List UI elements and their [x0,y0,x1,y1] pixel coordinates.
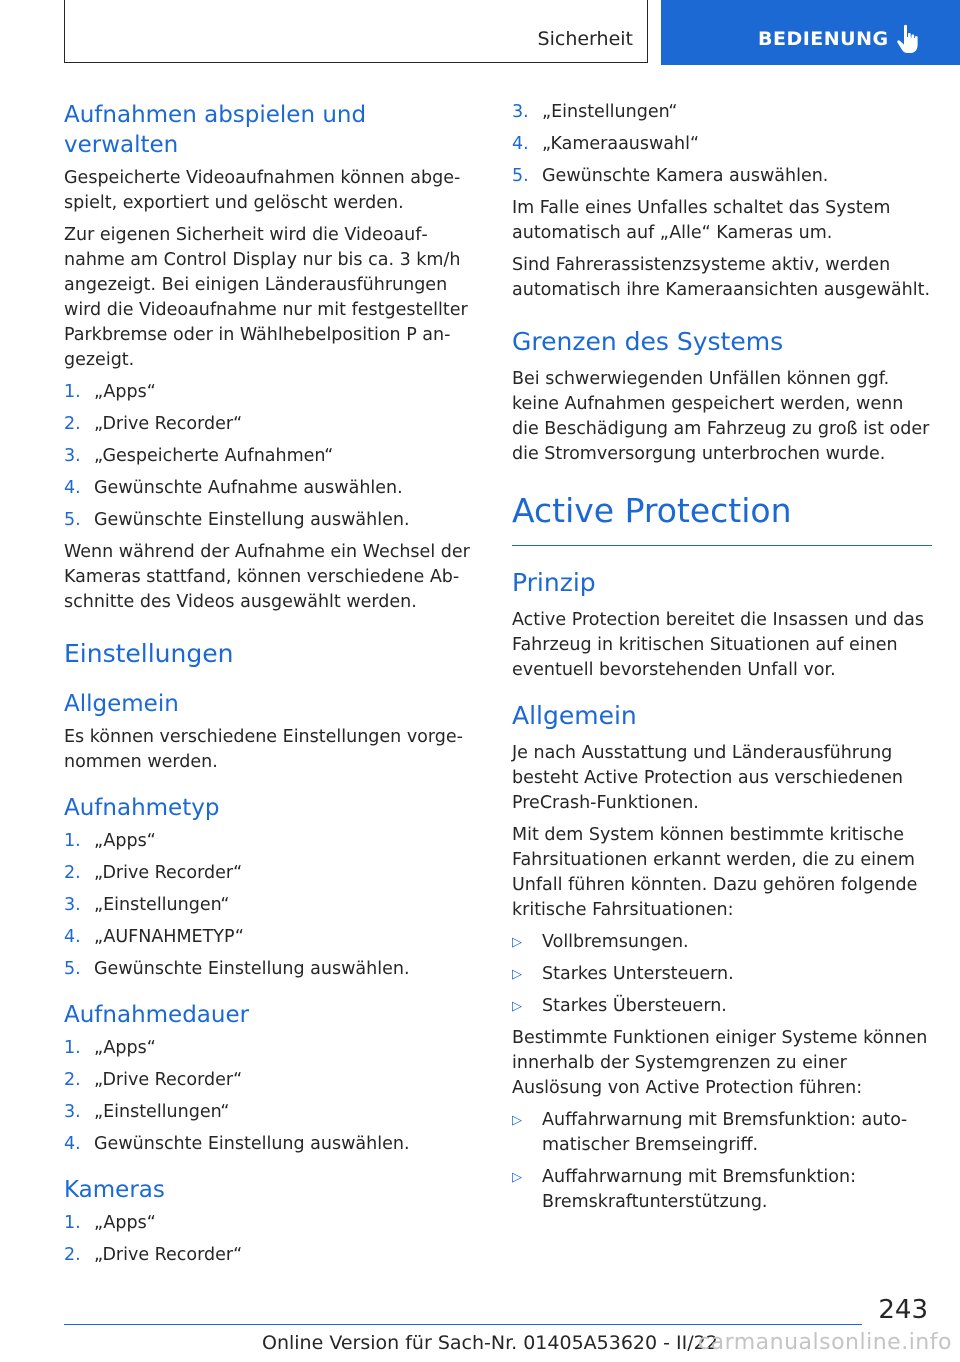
list-text: „Apps“ [94,382,156,402]
triangle-bullet-icon: ▷ [512,1113,522,1128]
list-item [64,957,479,982]
list-number: 1. [64,1038,81,1058]
list-text: „AUFNAHMETYP“ [94,927,244,947]
list-item [512,962,932,987]
right-column [512,100,932,1222]
list-text: Gewünschte Aufnahme auswählen. [94,478,403,498]
list-number: 3. [64,895,81,915]
list-item [64,1068,479,1093]
header-chapter-tab [661,0,960,65]
list-number: 2. [64,414,81,434]
list-number: 2. [64,1245,81,1265]
list-text: Gewünschte Einstellung auswählen. [94,510,410,530]
triangle-bullet-icon: ▷ [512,999,522,1014]
list-text: „Drive Recorder“ [94,1070,243,1090]
footer-online-version: Online Version für Sach-Nr. 01405A53620 - II/22 [262,1332,718,1354]
triangle-bullet-icon: ▷ [512,967,522,982]
list-item [64,829,479,854]
list-number: 3. [512,102,529,122]
list-item [512,930,932,955]
list-text: Gewünschte Einstellung auswählen. [94,1134,410,1154]
heading-kameras: Kameras [64,1177,165,1203]
list-item [64,1100,479,1125]
heading-einstellungen: Einstellungen [64,639,234,668]
list-text: Gewünschte Einstellung auswählen. [94,959,410,979]
steps-list-kameras-cont [512,100,932,189]
list-item [512,100,932,125]
list-number: 4. [512,134,529,154]
list-number: 5. [64,510,81,530]
list-number: 3. [64,1102,81,1122]
paragraph: Je nach Ausstattung und Länderausführung besteht Active Protection aus verschiedenen PreCrash-Funktionen. [512,743,904,813]
list-text: Auffahrwarnung mit Bremsfunktion: Bremskraftunterstützung. [542,1167,856,1212]
list-text: Vollbremsungen. [542,932,689,952]
heading-grenzen: Grenzen des Systems [512,327,784,356]
list-number: 5. [512,166,529,186]
list-item [512,164,932,189]
steps-list-abspielen [64,380,479,533]
heading-aufnahmen-abspielen: Aufnahmen abspielen und verwalten [64,102,367,158]
list-text: „Einstellungen“ [542,102,678,122]
list-item [64,508,479,533]
page-number: 243 [878,1295,928,1325]
list-text: Starkes Übersteuern. [542,996,727,1016]
triangle-bullet-icon: ▷ [512,1170,522,1185]
list-text: „Gespeicherte Aufnahmen“ [94,446,334,466]
list-item [64,444,479,469]
heading-allgemein: Allgemein [64,691,179,717]
list-item [64,1243,479,1268]
left-column [64,100,479,1275]
paragraph: Sind Fahrerassistenzsysteme aktiv, werden automatisch ihre Kameraansichten ausgewählt. [512,255,931,300]
heading-aufnahmetyp: Aufnahmetyp [64,795,220,821]
triangle-bullet-icon: ▷ [512,935,522,950]
list-item [512,994,932,1019]
list-item [512,132,932,157]
steps-list-kameras [64,1211,479,1268]
footer-divider [64,1324,862,1325]
list-text: Gewünschte Kamera auswählen. [542,166,829,186]
list-text: „Apps“ [94,1038,156,1058]
list-text: „Einstellungen“ [94,1102,230,1122]
list-item [64,1132,479,1157]
header-chapter-title: BEDIENUNG [758,28,889,50]
list-text: „Apps“ [94,831,156,851]
list-item [64,861,479,886]
paragraph: Gespeicherte Videoaufnahmen können abgespielt, exportiert und gelöscht werden. [64,168,461,213]
list-item [64,412,479,437]
paragraph: Wenn während der Aufnahme ein Wechsel der Kameras stattfand, können verschiedene Abschnitte des Videos ausgewählt werden. [64,542,470,612]
list-number: 4. [64,927,81,947]
bullet-list-functions [512,1108,932,1215]
list-number: 4. [64,1134,81,1154]
list-text: Auffahrwarnung mit Bremsfunktion: automatischer Bremseingriff. [542,1110,908,1155]
list-number: 3. [64,446,81,466]
paragraph: Bei schwerwiegenden Unfällen können ggf. keine Aufnahmen gespeichert werden, wenn die Beschädigung am Fahrzeug zu groß ist oder die Stromversorgung unterbrochen wurde. [512,369,930,464]
list-text: Starkes Untersteuern. [542,964,734,984]
list-number: 2. [64,863,81,883]
list-number: 2. [64,1070,81,1090]
bullet-list-situations [512,930,932,1019]
steps-list-aufnahmedauer [64,1036,479,1157]
list-number: 1. [64,382,81,402]
list-item [64,1211,479,1236]
paragraph: Active Protection bereitet die Insassen und das Fahrzeug in kritischen Situationen auf einen eventuell bevorstehenden Unfall vor. [512,610,925,680]
heading-active-protection: Active Protection [512,491,792,530]
hand-pointer-icon [895,24,921,54]
list-item [512,1165,932,1215]
heading-allgemein-2: Allgemein [512,701,637,730]
list-number: 1. [64,831,81,851]
list-text: „Einstellungen“ [94,895,230,915]
list-item [64,925,479,950]
paragraph: Zur eigenen Sicherheit wird die Videoaufnahme am Control Display nur bis ca. 3 km/h angezeigt. Bei einigen Länderausführungen wird die Videoaufnahme nur mit festgestellter Parkbremse oder in Wählhebelposition P angezeigt. [64,225,468,370]
list-item [64,1036,479,1061]
header-section-title: Sicherheit [537,28,633,50]
list-item [512,1108,932,1158]
list-number: 5. [64,959,81,979]
list-text: „Drive Recorder“ [94,863,243,883]
list-text: „Drive Recorder“ [94,1245,243,1265]
list-text: „Drive Recorder“ [94,414,243,434]
list-item [64,476,479,501]
heading-divider [512,545,932,546]
heading-prinzip: Prinzip [512,568,596,597]
list-item [64,380,479,405]
header-section-box [64,0,648,63]
paragraph: Mit dem System können bestimmte kritische Fahrsituationen erkannt werden, die zu einem Unfall führen könnten. Dazu gehören folgende kritische Fahrsituationen: [512,825,918,920]
list-text: „Kameraauswahl“ [542,134,700,154]
paragraph: Es können verschiedene Einstellungen vorgenommen werden. [64,727,463,772]
list-text: „Apps“ [94,1213,156,1233]
list-number: 1. [64,1213,81,1233]
list-item [64,893,479,918]
list-number: 4. [64,478,81,498]
heading-aufnahmedauer: Aufnahmedauer [64,1002,250,1028]
paragraph: Im Falle eines Unfalles schaltet das System automatisch auf „Alle“ Kameras um. [512,198,891,243]
watermark: carmanualsonline.info [698,1330,952,1355]
steps-list-aufnahmetyp [64,829,479,982]
paragraph: Bestimmte Funktionen einiger Systeme können innerhalb der Systemgrenzen zu einer Auslösung von Active Protection führen: [512,1028,928,1098]
